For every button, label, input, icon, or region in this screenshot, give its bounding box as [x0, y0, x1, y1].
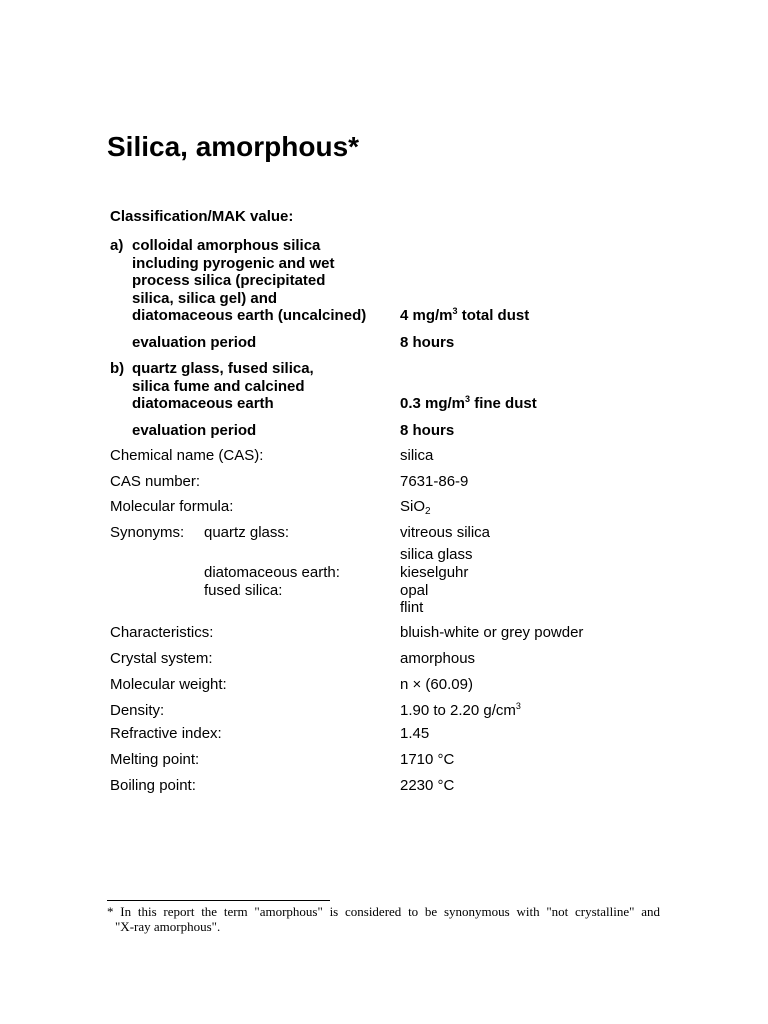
item-a-marker: a) [110, 237, 124, 254]
refractive-index-label: Refractive index: [110, 725, 222, 742]
chemical-name-value: silica [400, 447, 434, 464]
item-b-period-value: 8 hours [400, 422, 455, 439]
synonym-fused-silica-value-2: flint [400, 599, 424, 616]
item-b-line-2: silica fume and calcined [132, 377, 305, 395]
item-a-line-4: silica, silica gel) and [132, 289, 278, 307]
footnote-line-1: * In this report the term "amorphous" is considered to be synonymous with "not crystalline" and [107, 904, 660, 919]
boiling-point-label: Boiling point: [110, 777, 196, 794]
item-b-marker: b) [110, 360, 125, 377]
refractive-index-value: 1.45 [400, 725, 430, 742]
molecular-formula-label: Molecular formula: [110, 498, 234, 515]
footnote-line-2: "X-ray amorphous". [115, 919, 221, 934]
crystal-system-label: Crystal system: [110, 650, 213, 667]
synonym-quartz-glass-value-2: silica glass [400, 546, 473, 563]
item-a-line-2: including pyrogenic and wet [132, 254, 335, 272]
synonym-diatomaceous-value: kieselguhr [400, 564, 469, 581]
item-a-mak-value: 4 $mg/m^3$ total dust [400, 306, 530, 324]
synonym-fused-silica-value-1: opal [400, 582, 429, 599]
boiling-point-value: 2230 °C [400, 777, 455, 794]
melting-point-label: Melting point: [110, 751, 200, 768]
classification-heading: Classification/MAK value: [110, 208, 294, 225]
item-b-line-1: quartz glass, fused silica, [132, 360, 314, 377]
density-value: 1.90 to 2.20 $g/cm^3$ [400, 701, 521, 719]
item-b-line-3: diatomaceous earth [132, 395, 274, 412]
cas-number-label: CAS number: [110, 473, 201, 490]
synonym-quartz-glass-label: quartz glass: [204, 524, 290, 541]
synonym-diatomaceous-label: diatomaceous earth: [204, 564, 340, 581]
item-a-line-3: process silica (precipitated [132, 272, 326, 289]
characteristics-label: Characteristics: [110, 624, 214, 641]
footnote-rule [107, 900, 330, 901]
melting-point-value: 1710 °C [400, 751, 455, 768]
synonyms-label: Synonyms: [110, 524, 185, 541]
page-title: Silica, amorphous* [107, 131, 360, 162]
item-b-mak-value: 0.3 $mg/m^3$ fine dust [400, 394, 537, 412]
item-a-line-5: diatomaceous earth (uncalcined) [132, 307, 367, 324]
chemical-name-label: Chemical name (CAS): [110, 447, 264, 464]
item-a-period-label: evaluation period [132, 334, 257, 351]
item-a-line-1: colloidal amorphous silica [132, 237, 321, 254]
synonym-quartz-glass-value-1: vitreous silica [400, 524, 491, 541]
characteristics-value: bluish-white or grey powder [400, 624, 584, 641]
synonym-fused-silica-label: fused silica: [204, 582, 283, 599]
crystal-system-value: amorphous [400, 650, 476, 667]
molecular-weight-label: Molecular weight: [110, 676, 227, 693]
cas-number-value: 7631-86-9 [400, 473, 469, 490]
molecular-formula-value: SiO$_2$ [400, 498, 431, 517]
density-label: Density: [110, 702, 165, 719]
item-a-period-value: 8 hours [400, 334, 455, 351]
molecular-weight-value: n × (60.09) [400, 676, 473, 693]
item-b-period-label: evaluation period [132, 422, 257, 439]
